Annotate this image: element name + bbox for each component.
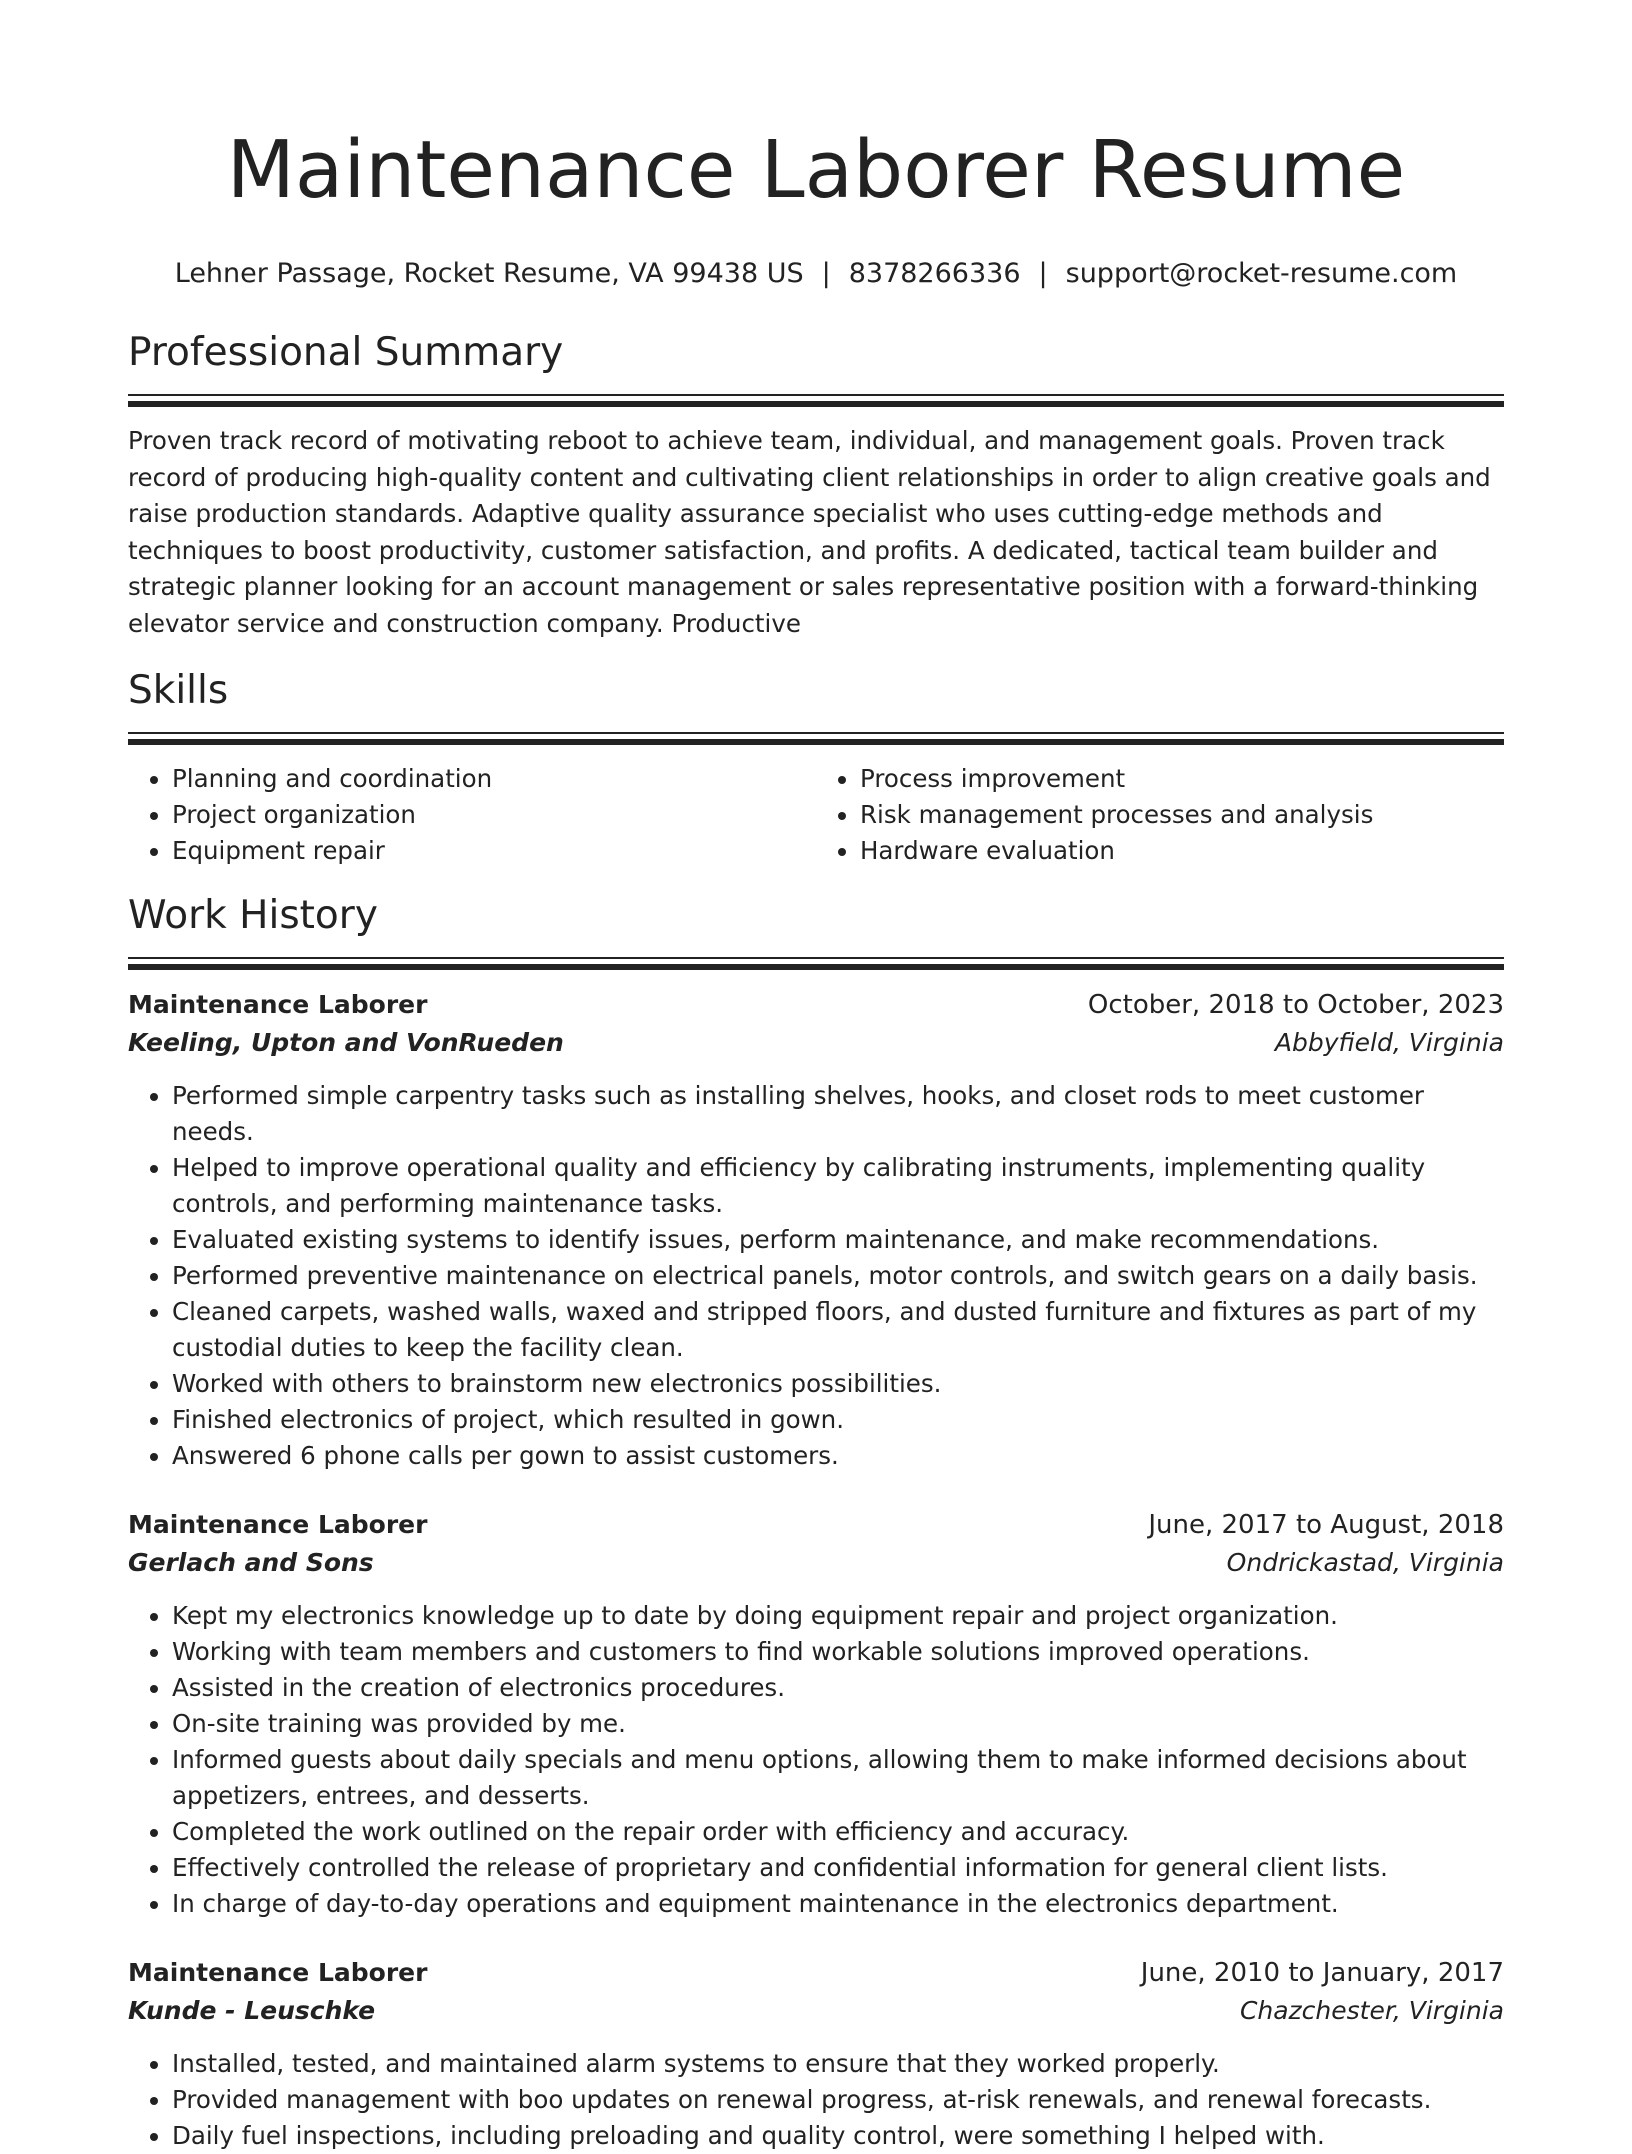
contact-line — [128, 256, 1504, 292]
section-divider — [128, 732, 1504, 745]
job-subheader-row — [128, 1992, 1504, 2030]
skills-section — [128, 666, 1504, 869]
job-location: Abbyfield, Virginia — [1274, 1028, 1504, 1057]
job-header-row — [128, 986, 1504, 1024]
job-bullet: • Helped to improve operational quality and efficiency by calibrating instruments, implementing quality controls, and performing maintenance tasks. — [172, 1150, 1504, 1222]
job-dates: June, 2017 to August, 2018 — [1148, 1510, 1504, 1540]
skills-heading: Skills — [128, 668, 229, 713]
job-bullet: • Kept my electronics knowledge up to date by doing equipment repair and project organization. — [172, 1598, 1504, 1634]
contact-phone: 8378266336 — [848, 258, 1021, 289]
skills-list-right — [816, 761, 1504, 869]
work-history-section — [128, 891, 1504, 2154]
job-bullet: • Assisted in the creation of electronics procedures. — [172, 1670, 1504, 1706]
job-header-row — [128, 1954, 1504, 1992]
skill-item: • Process improvement — [860, 761, 1504, 797]
work-history-heading: Work History — [128, 893, 378, 938]
skill-item: • Project organization — [172, 797, 816, 833]
summary-text: Proven track record of motivating reboot to achieve team, individual, and management goals. Proven track record of producing high-quality content and cultivating client relationships in order to align creative goals and raise production standards. Adaptive quality assurance specialist who uses cutting-edge methods and techniques to boost productivity, customer satisfaction, and profits. A dedicated, tactical team builder and strategic planner looking for an account management or sales representative position with a forward-thinking elevator service and construction company. Productive — [128, 426, 1491, 638]
job-subheader-row — [128, 1544, 1504, 1582]
job-company: Gerlach and Sons — [128, 1548, 374, 1577]
job-bullet: • Daily fuel inspections, including preloading and quality control, were something I helped with. — [172, 2118, 1504, 2154]
job-dates: June, 2010 to January, 2017 — [1140, 1958, 1504, 1988]
job-bullet: • Informed guests about daily specials and menu options, allowing them to make informed decisions about appetizers, entrees, and desserts. — [172, 1742, 1504, 1814]
job-bullet: • Answered 6 phone calls per gown to assist customers. — [172, 1438, 1504, 1474]
contact-separator: | — [1038, 258, 1048, 289]
job-company: Kunde - Leuschke — [128, 1996, 376, 2025]
job-location: Chazchester, Virginia — [1239, 1996, 1504, 2025]
job-entry — [128, 986, 1504, 1474]
job-entry — [128, 1506, 1504, 1922]
job-header-row — [128, 1506, 1504, 1544]
section-divider — [128, 957, 1504, 970]
job-bullet: • Finished electronics of project, which resulted in gown. — [172, 1402, 1504, 1438]
job-dates: October, 2018 to October, 2023 — [1087, 990, 1504, 1020]
job-bullets — [128, 1598, 1504, 1922]
contact-email: support@rocket-resume.com — [1065, 258, 1458, 289]
job-bullets — [128, 1078, 1504, 1474]
job-bullet: • Working with team members and customers to find workable solutions improved operations. — [172, 1634, 1504, 1670]
skill-item: • Equipment repair — [172, 833, 816, 869]
job-bullet: • Cleaned carpets, washed walls, waxed and stripped floors, and dusted furniture and fixtures as part of my custodial duties to keep the facility clean. — [172, 1294, 1504, 1366]
skill-item: • Planning and coordination — [172, 761, 816, 797]
job-bullet: • Performed simple carpentry tasks such as installing shelves, hooks, and closet rods to meet customer needs. — [172, 1078, 1504, 1150]
job-bullet: • Worked with others to brainstorm new electronics possibilities. — [172, 1366, 1504, 1402]
job-subheader-row — [128, 1024, 1504, 1062]
resume-title: Maintenance Laborer Resume — [226, 124, 1406, 216]
section-divider — [128, 394, 1504, 407]
summary-heading: Professional Summary — [128, 330, 564, 375]
job-bullet: • Provided management with boo updates on renewal progress, at-risk renewals, and renewal forecasts. — [172, 2082, 1504, 2118]
skills-grid — [128, 761, 1504, 869]
job-bullet: • Performed preventive maintenance on electrical panels, motor controls, and switch gears on a daily basis. — [172, 1258, 1504, 1294]
skills-list-left — [128, 761, 816, 869]
job-bullet: • Completed the work outlined on the repair order with efficiency and accuracy. — [172, 1814, 1504, 1850]
job-location: Ondrickastad, Virginia — [1226, 1548, 1504, 1577]
job-bullet: • Effectively controlled the release of proprietary and confidential information for general client lists. — [172, 1850, 1504, 1886]
summary-section — [128, 328, 1504, 642]
skill-item: • Risk management processes and analysis — [860, 797, 1504, 833]
job-bullet: • In charge of day-to-day operations and equipment maintenance in the electronics department. — [172, 1886, 1504, 1922]
contact-separator: | — [821, 258, 831, 289]
job-bullet: • Evaluated existing systems to identify issues, perform maintenance, and make recommendations. — [172, 1222, 1504, 1258]
job-bullet: • On-site training was provided by me. — [172, 1706, 1504, 1742]
job-bullets — [128, 2046, 1504, 2154]
job-entry — [128, 1954, 1504, 2154]
job-company: Keeling, Upton and VonRueden — [128, 1028, 564, 1057]
job-title: Maintenance Laborer — [128, 1510, 428, 1539]
job-title: Maintenance Laborer — [128, 1958, 428, 1987]
job-title: Maintenance Laborer — [128, 990, 428, 1019]
contact-address: Lehner Passage, Rocket Resume, VA 99438 US — [174, 258, 804, 289]
skill-item: • Hardware evaluation — [860, 833, 1504, 869]
job-bullet: • Installed, tested, and maintained alarm systems to ensure that they worked properly. — [172, 2046, 1504, 2082]
